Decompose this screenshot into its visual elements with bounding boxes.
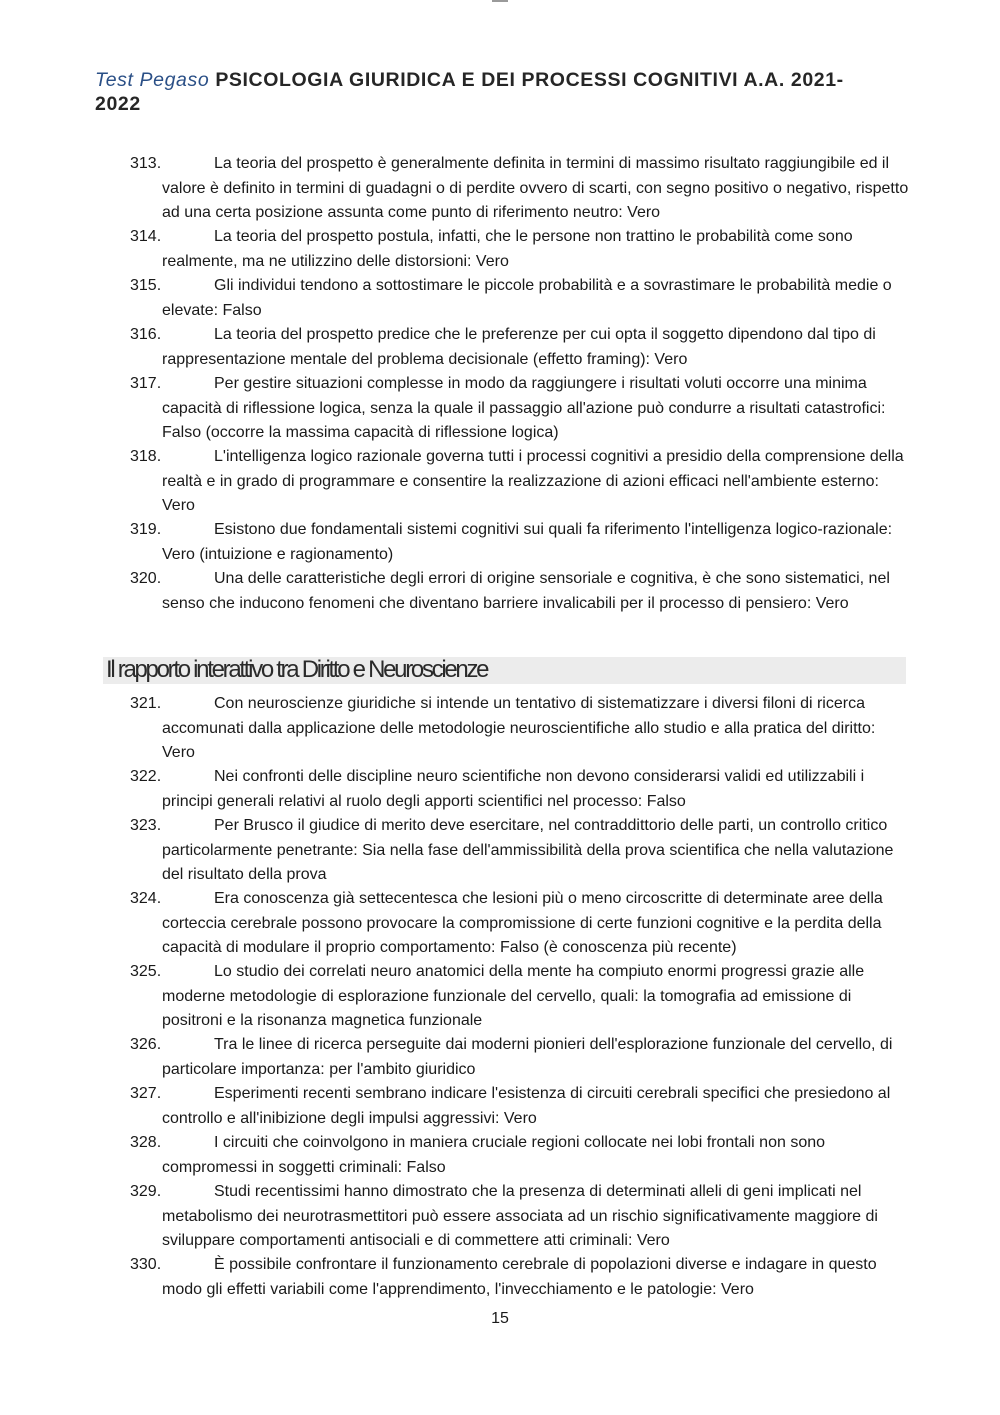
item-number: 328. <box>130 1134 162 1151</box>
page-number: 15 <box>491 1310 509 1327</box>
list-item <box>130 518 910 567</box>
item-text: Gli individui tendono a sottostimare le piccole probabilità e a sovrastimare le probabilità medie o elevate: Falso <box>162 277 892 319</box>
list-item <box>130 152 910 226</box>
list-item <box>130 1131 910 1180</box>
list-item <box>130 225 910 274</box>
item-number: 324. <box>130 890 162 907</box>
list-item <box>130 445 910 519</box>
item-text: La teoria del prospetto predice che le preferenze per cui opta il soggetto dipendono dal tipo di rappresentazione mentale del problema decisionale (effetto framing): Vero <box>162 326 876 368</box>
item-number: 313. <box>130 155 162 172</box>
page-header <box>95 68 865 116</box>
item-text: Tra le linee di ricerca perseguite dai moderni pionieri dell'esplorazione funzionale del cervello, di particolare importanza: per l'ambito giuridico <box>162 1036 893 1078</box>
item-text: Esistono due fondamentali sistemi cognitivi sui quali fa riferimento l'intelligenza logico-razionale: Vero (intuizione e ragionamento) <box>162 521 893 563</box>
item-text: Era conoscenza già settecentesca che lesioni più o meno circoscritte di determinate aree della corteccia cerebrale possono provocare la compromissione di certe funzioni cognitive e la perdita della capacità di modulare il proprio comportamento: Falso (è conoscenza più recente) <box>162 890 883 956</box>
list-item <box>130 1033 910 1082</box>
list-item <box>130 567 910 616</box>
item-text: Studi recentissimi hanno dimostrato che la presenza di determinati alleli di geni implicati nel metabolismo dei neurotrasmettitori può essere associata ad un rischio significativamente maggiore di sviluppare comportamenti antisociali e di commettere atti criminali: Vero <box>162 1183 878 1249</box>
item-number: 329. <box>130 1183 162 1200</box>
item-number: 317. <box>130 375 162 392</box>
section-heading: Il rapporto interattivo tra Diritto e Neuroscienze <box>106 656 488 683</box>
list-item <box>130 692 910 766</box>
list-item <box>130 323 910 372</box>
item-text: Per gestire situazioni complesse in modo da raggiungere i risultati voluti occorre una minima capacità di riflessione logica, senza la quale il passaggio all'azione può condurre a risultati catastrofici: Falso (occorre la massima capacità di riflessione logica) <box>162 375 886 441</box>
item-number: 326. <box>130 1036 162 1053</box>
item-text: Per Brusco il giudice di merito deve esercitare, nel contraddittorio delle parti, un controllo critico particolarmente penetrante: Sia nella fase dell'ammissibilità della prova scientifica che nella valutazione del risultato della prova <box>162 817 894 883</box>
list-item <box>130 765 910 814</box>
list-item <box>130 960 910 1034</box>
header-title: PSICOLOGIA GIURIDICA E DEI PROCESSI COGNITIVI A.A. 2021-2022 <box>95 69 844 115</box>
item-text: Con neuroscienze giuridiche si intende un tentativo di sistematizzare i diversi filoni di ricerca accomunati dalla applicazione delle metodologie neuroscientifiche allo studio e alla pratica del diritto: Vero <box>162 695 876 761</box>
list-item <box>130 887 910 961</box>
item-number: 316. <box>130 326 162 343</box>
item-number: 318. <box>130 448 162 465</box>
item-number: 325. <box>130 963 162 980</box>
item-number: 319. <box>130 521 162 538</box>
page-top-mark <box>492 0 508 2</box>
item-text: La teoria del prospetto postula, infatti, che le persone non trattino le probabilità come sono realmente, ma ne utilizzino delle distorsioni: Vero <box>162 228 853 270</box>
item-text: Esperimenti recenti sembrano indicare l'esistenza di circuiti cerebrali specifici che presiedono al controllo e all'inibizione degli impulsi aggressivi: Vero <box>162 1085 891 1127</box>
item-text: Nei confronti delle discipline neuro scientifiche non devono considerarsi validi ed utilizzabili i principi generali relativi al ruolo degli apporti scientifici nel processo: Falso <box>162 768 865 810</box>
item-number: 322. <box>130 768 162 785</box>
item-number: 314. <box>130 228 162 245</box>
item-number: 330. <box>130 1256 162 1273</box>
item-number: 315. <box>130 277 162 294</box>
list-item <box>130 1180 910 1254</box>
item-text: I circuiti che coinvolgono in maniera cruciale regioni collocate nei lobi frontali non sono compromessi in soggetti criminali: Falso <box>162 1134 826 1176</box>
item-number: 323. <box>130 817 162 834</box>
item-text: L'intelligenza logico razionale governa tutti i processi cognitivi a presidio della comprensione della realtà e in grado di programmare e consentire la realizzazione di azioni efficaci nell'ambiente esterno: Vero <box>162 448 904 514</box>
list-item <box>130 372 910 446</box>
list-item <box>130 274 910 323</box>
item-text: La teoria del prospetto è generalmente definita in termini di massimo risultato raggiungibile ed il valore è definito in termini di guadagni o di perdite ovvero di scarti, con segno positivo o negativo, rispetto ad una certa posizione assunta come punto di riferimento neutro: Vero <box>162 155 909 221</box>
list-item <box>130 1253 910 1302</box>
list-item <box>130 814 910 888</box>
item-number: 327. <box>130 1085 162 1102</box>
item-text: Una delle caratteristiche degli errori di origine sensoriale e cognitiva, è che sono sistematici, nel senso che inducono fenomeni che diventano barriere invalicabili per il processo di pensiero: Vero <box>162 570 890 612</box>
item-number: 321. <box>130 695 162 712</box>
item-text: È possibile confrontare il funzionamento cerebrale di popolazioni diverse e indagare in questo modo gli effetti variabili come l'apprendimento, l'invecchiamento e le patologie: Vero <box>162 1256 877 1298</box>
item-number: 320. <box>130 570 162 587</box>
item-text: Lo studio dei correlati neuro anatomici della mente ha compiuto enormi progressi grazie alle moderne metodologie di esplorazione funzionale del cervello, quali: la tomografia ad emissione di positroni e la risonanza magnetica funzionale <box>162 963 865 1029</box>
header-brand: Test Pegaso <box>95 69 210 91</box>
list-item <box>130 1082 910 1131</box>
